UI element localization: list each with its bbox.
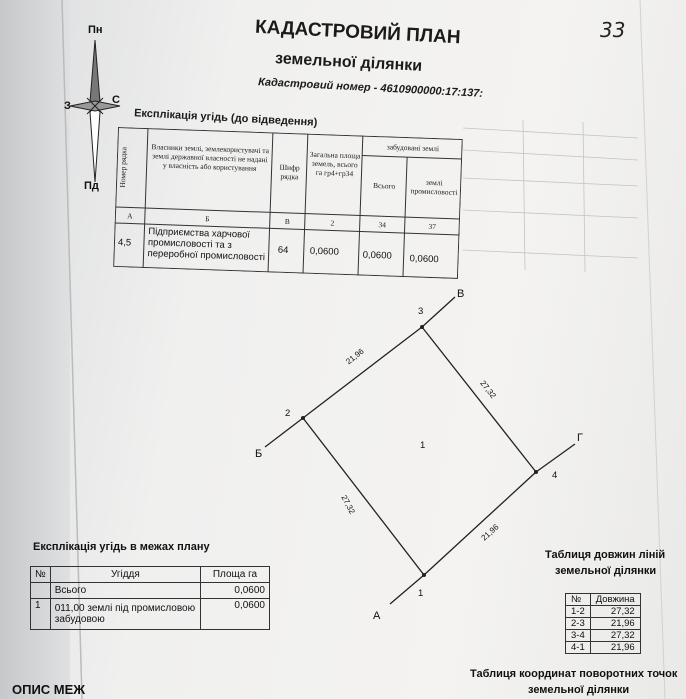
neighbour-a: А (373, 610, 381, 622)
table-cell: 1 (31, 599, 51, 630)
table-cell: 0,0600 (201, 599, 270, 630)
table-row (566, 618, 641, 630)
side-2-3: 21,96 (344, 346, 366, 367)
code-b: Б (205, 214, 210, 224)
code-v: В (284, 216, 290, 227)
row-owner: Підприємства харчової промисловості та з переробної промисловості (147, 226, 266, 264)
compass-north: Пн (88, 24, 103, 36)
table-cell: Всього (50, 583, 200, 599)
code-37: 37 (428, 221, 437, 232)
table-cell: 27,32 (590, 606, 640, 618)
table1-title: Експлікація угідь (до відведення) (133, 107, 318, 129)
col-industrial: землі промисловості (410, 177, 458, 197)
table-row (566, 594, 641, 606)
row-number: 4,5 (117, 237, 132, 249)
table-row (566, 642, 641, 654)
table-cell (31, 583, 51, 599)
neighbour-v: В (457, 288, 465, 300)
neighbour-g: Г (577, 432, 583, 444)
table-header: Довжина (590, 594, 640, 606)
line-lengths-table (565, 593, 641, 654)
col-built-up: забудовані землі (386, 142, 440, 154)
page-number: 33 (600, 18, 626, 42)
boundaries-heading: ОПИС МЕЖ (12, 682, 86, 697)
table-row (31, 567, 270, 583)
table2-title: Експлікація угідь в межах плану (33, 541, 210, 553)
point-4: 4 (552, 470, 558, 481)
col-built-total: Всього (372, 180, 396, 191)
table-header: Угіддя (50, 567, 200, 583)
document-title: КАДАСТРОВИЙ ПЛАН (254, 16, 462, 49)
table-cell: 0,0600 (201, 583, 270, 599)
table-cell: 21,96 (590, 642, 640, 654)
col-code: Шифр рядка (279, 162, 300, 182)
table3-title-2: земельної ділянки (555, 565, 657, 577)
land-use-table (30, 566, 270, 630)
compass-south: Пд (84, 180, 99, 192)
coords-title-1: Таблиця координат поворотних точок (470, 668, 678, 680)
table-cell: 3-4 (566, 630, 591, 642)
table-cell: 2-3 (566, 618, 591, 630)
area-label: 1 (420, 440, 426, 451)
side-3-4: 27,32 (478, 378, 498, 401)
col-total-area: Загальна площа земель, всього га гр4+гр34 (309, 149, 361, 179)
table-row (566, 630, 641, 642)
point-1: 1 (418, 588, 424, 599)
table-header: № (566, 594, 591, 606)
col-owners: Власники землі, землекористувачі та землі державної власності не надані у власність або користування (151, 142, 270, 173)
neighbour-b: Б (255, 448, 263, 460)
code-2: 2 (330, 218, 335, 228)
table-cell: 27,32 (590, 630, 640, 642)
cadastral-number: Кадастровий номер - 4610900000:17:137: (257, 76, 484, 100)
table-header: № (31, 567, 51, 583)
coords-title-2: земельної ділянки (528, 684, 630, 696)
row-code: 64 (277, 244, 289, 257)
plot-boundary (303, 327, 536, 575)
point-2: 2 (285, 408, 291, 419)
table-row (31, 599, 270, 630)
code-34: 34 (378, 220, 387, 230)
row-industrial: 0,0600 (409, 253, 439, 266)
side-1-2: 27,32 (339, 493, 357, 516)
row-built-total: 0,0600 (362, 249, 392, 262)
table-cell: 1-2 (566, 606, 591, 618)
table3-title-1: Таблиця довжин ліній (545, 549, 666, 561)
table-row (31, 583, 270, 599)
side-4-1: 21,96 (479, 522, 501, 543)
table-cell: 4-1 (566, 642, 591, 654)
table-row (566, 606, 641, 618)
point-3: 3 (418, 306, 424, 317)
code-a: А (127, 211, 133, 221)
table-header: Площа га (201, 567, 270, 583)
col-row-number: Номер рядка (117, 146, 129, 188)
compass-west: З (64, 100, 71, 112)
row-total: 0,0600 (309, 245, 340, 258)
table-cell: 011,00 землі під промисловою забудовою (50, 599, 200, 630)
table-cell: 21,96 (590, 618, 640, 630)
document-subtitle: земельної ділянки (274, 50, 423, 75)
compass-east: С (112, 94, 120, 106)
